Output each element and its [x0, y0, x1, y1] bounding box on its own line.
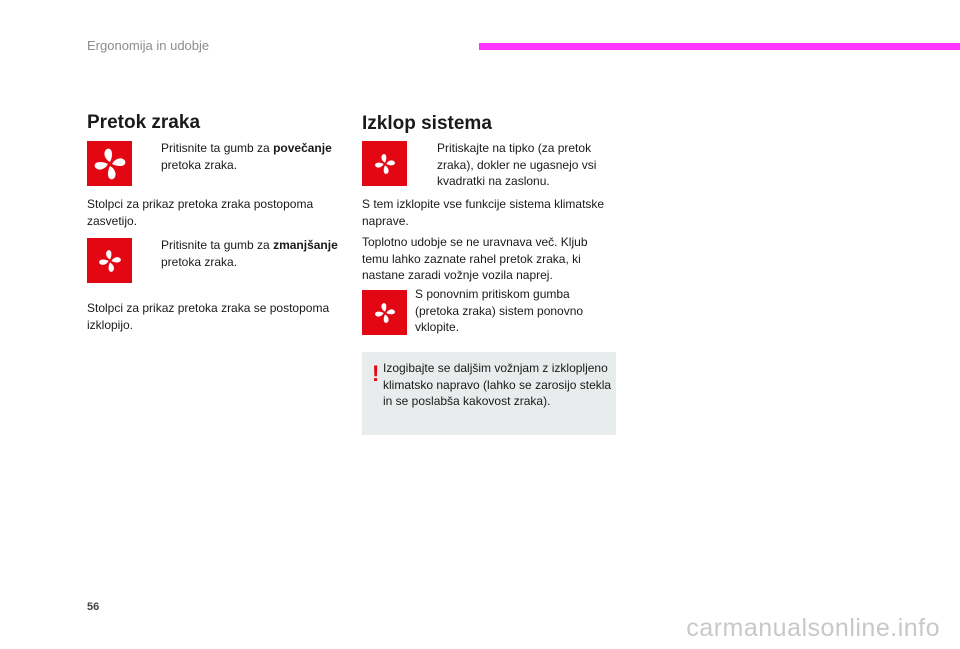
para-restart: S ponovnim pritiskom gumba (pretoka zraka) sistem ponovno vklopite.: [415, 287, 584, 334]
para-bars-off: Stolpci za prikaz pretoka zraka se postopoma izklopijo.: [87, 301, 330, 332]
bullet-increase: Pritisnite ta gumb za povečanje pretoka zraka.: [161, 141, 332, 172]
exclamation-icon: !: [372, 361, 380, 386]
page-header-title: Ergonomija in udobje: [87, 38, 210, 53]
fan-icon: [374, 153, 396, 175]
fan-icon: [374, 302, 396, 324]
fan-large-icon: [87, 141, 132, 186]
fan-restart-icon: [362, 290, 407, 335]
fan-off-icon: [362, 141, 407, 186]
page-number: 56: [87, 601, 100, 613]
warning-text: Izogibajte se daljšim vožnjam z izklopljeno klimatsko napravo (lahko se zarosijo stekla in se poslabša kakovost zraka).: [383, 361, 612, 408]
header-accent-bar: [479, 43, 960, 50]
para-bars-light: Stolpci za prikaz pretoka zraka postopoma zasvetijo.: [87, 197, 314, 228]
fan-icon: [93, 147, 127, 181]
bullet-shutdown: Pritiskajte na tipko (za pretok zraka), dokler ne ugasnejo vsi kvadratki na zaslonu.: [437, 141, 597, 188]
warning-box: [362, 352, 616, 435]
bullet-decrease: Pritisnite ta gumb za zmanjšanje pretoka zraka.: [161, 238, 338, 269]
fan-small-icon: [87, 238, 132, 283]
para-thermal-comfort: Toplotno udobje se ne uravnava več. Kljub temu lahko zaznate rahel pretok zraka, ki nastane zaradi vožnje vozila naprej.: [362, 235, 588, 282]
fan-icon: [98, 249, 122, 273]
watermark-text: carmanualsonline.info: [686, 614, 940, 642]
section-title-shutdown: Izklop sistema: [362, 113, 492, 134]
para-shutdown-functions: S tem izklopite vse funkcije sistema klimatske naprave.: [362, 197, 605, 228]
section-title-airflow: Pretok zraka: [87, 112, 201, 133]
